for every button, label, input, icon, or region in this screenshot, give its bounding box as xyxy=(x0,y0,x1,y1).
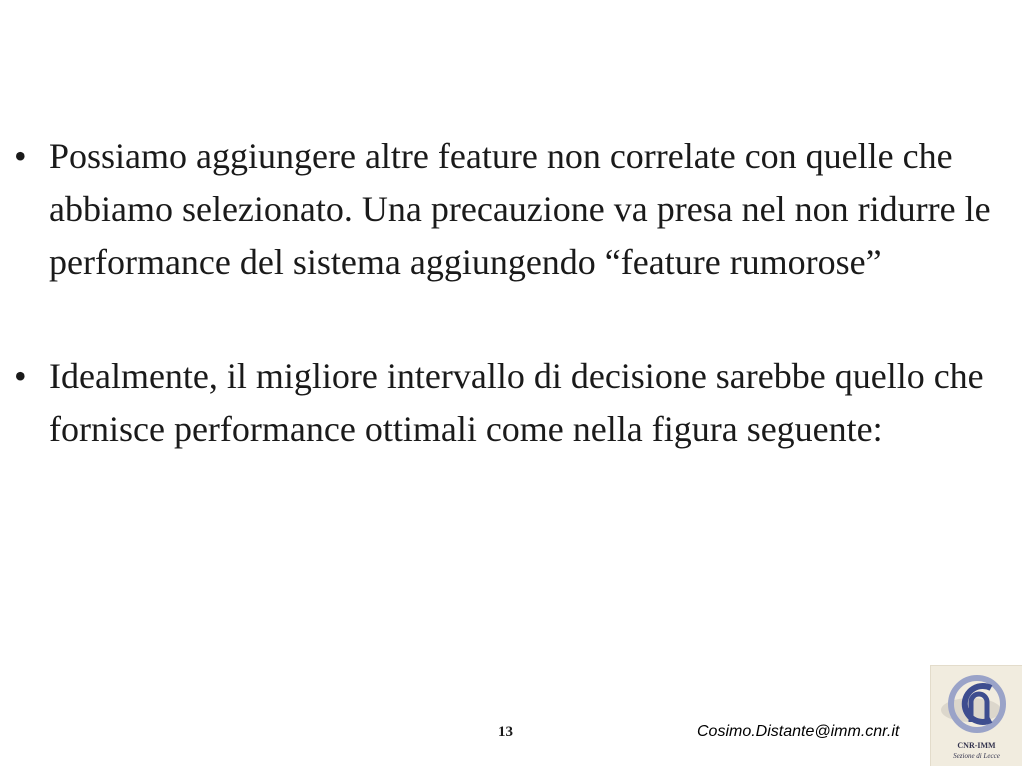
bullet-marker: • xyxy=(14,136,27,176)
page-number: 13 xyxy=(498,724,513,740)
cnr-logo xyxy=(930,665,1022,766)
bullet-text: Idealmente, il migliore intervallo di decisione sarebbe quello che fornisce performance ottimali come nella figura seguente: xyxy=(49,356,984,449)
bullet-marker: • xyxy=(14,356,27,396)
logo-sublabel: Sezione di Lecce xyxy=(953,752,1000,760)
author-email: Cosimo.Distante@imm.cnr.it xyxy=(697,723,900,740)
logo-label: CNR-IMM xyxy=(957,741,996,750)
bullet-item xyxy=(14,350,1014,456)
bullet-list xyxy=(14,130,1014,517)
bullet-item xyxy=(14,130,1014,289)
cnr-logo-icon xyxy=(931,666,1022,766)
bullet-text: Possiamo aggiungere altre feature non correlate con quelle che abbiamo selezionato. Una precauzione va presa nel non ridurre le performance del sistema aggiungendo “feature rumorose” xyxy=(49,136,991,282)
